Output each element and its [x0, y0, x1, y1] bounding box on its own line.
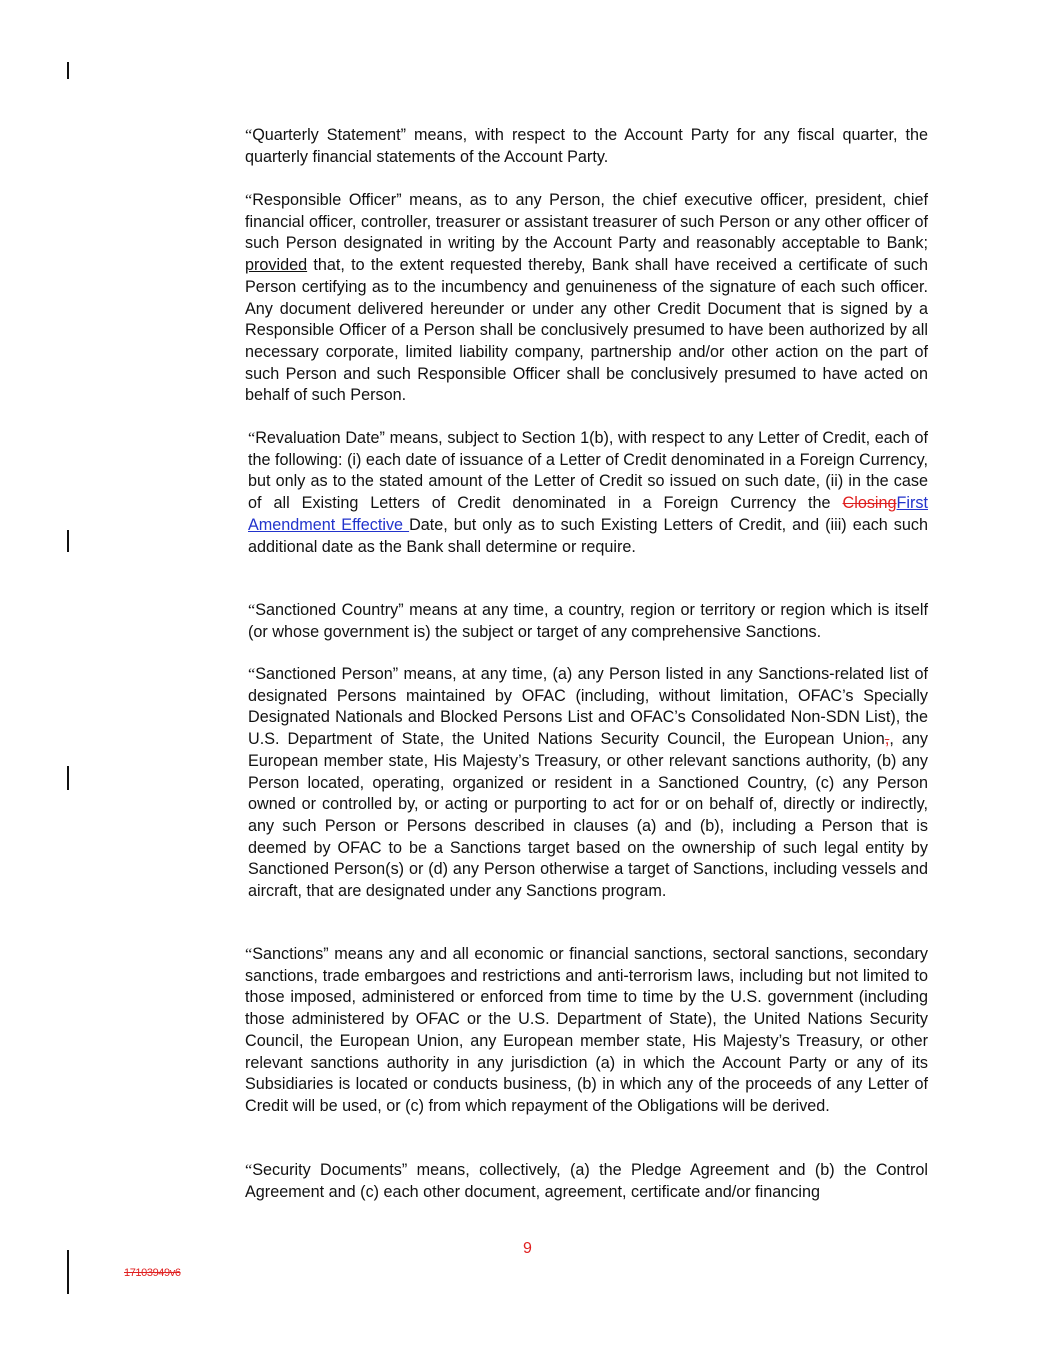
- definition-revaluation-date: [248, 428, 928, 558]
- open-quote: “: [245, 1161, 253, 1179]
- provided-underlined: provided: [245, 256, 308, 275]
- definition-body-continued: Date, but only as to such Existing Letters of Credit, and (iii) each such additional date as the Bank shall determine or require.: [248, 515, 928, 556]
- defined-term: Sanctions: [252, 945, 324, 963]
- inserted-text: First Amendment Effective: [248, 494, 928, 534]
- definition-sanctioned-country: [248, 600, 928, 643]
- open-quote: “: [245, 191, 253, 209]
- defined-term: Sanctioned Country: [255, 601, 399, 619]
- defined-term: Sanctioned Person: [255, 665, 393, 683]
- open-quote: “: [248, 665, 256, 683]
- change-bar: [67, 62, 69, 79]
- deleted-text: Closing: [842, 494, 897, 513]
- deleted-text: ,: [884, 730, 890, 749]
- open-quote: “: [245, 126, 253, 144]
- definition-body: ” means, collectively, (a) the Pledge Agreement and (b) the Control Agreement and (c) each other document, agreement, certificate and/or financing: [245, 1161, 929, 1201]
- definition-responsible-officer: [245, 190, 928, 407]
- defined-term: Revaluation Date: [255, 429, 380, 447]
- definition-sanctioned-person: [248, 664, 928, 903]
- definition-sanctions: [245, 944, 928, 1118]
- definition-body-continued: that, to the extent requested thereby, Bank shall have received a certificate of such Person certifying as to the incumbency and genuineness of the signature of each such officer. Any document delivered hereunder or under any other Credit Document that is signed by a Responsible Officer of a Person shall be conclusively presumed to have been authorized by all necessary corporate, limited liability company, partnership and/or other action on the part of such Person and such Responsible Officer shall be conclusively presumed to have acted on behalf of such Person.: [245, 256, 928, 405]
- defined-term: Security Documents: [252, 1161, 402, 1179]
- change-bar: [67, 766, 69, 790]
- definition-body-continued: , any European member state, His Majesty’s Treasury, or other relevant sanctions authority, (b) any Person located, operating, organized or resident in a Sanctioned Country, (c) any Person owned or controlled by, or acting or purporting to act for or on behalf of, directly or indirectly, any such Person or Persons described in clauses (a) and (b), including a Person that is deemed by OFAC to be a Sanctions target based on the ownership of such legal entity by Sanctioned Person(s) or (d) any Person otherwise a target of Sanctions, including vessels and aircraft, that are designated under any Sanctions program.: [248, 730, 928, 901]
- open-quote: “: [248, 429, 256, 447]
- definition-body: ” means, with respect to the Account Party for any fiscal quarter, the quarterly financial statements of the Account Party.: [245, 126, 928, 166]
- definition-security-documents: [245, 1160, 928, 1203]
- definition-body: ” means, subject to Section 1(b), with respect to any Letter of Credit, each of the following: (i) each date of issuance of a Letter of Credit denominated in a Foreign Currency, but only as to the stated amount of the Letter of Credit so issued on such date, (ii) in the case of all Existing Letters of Credit denominated in a Foreign Currency the: [248, 429, 928, 513]
- definition-body: ” means, as to any Person, the chief executive officer, president, chief financial officer, controller, treasurer or assistant treasurer of such Person or any other officer of such Person designated in writing by the Account Party and reasonably acceptable to Bank;: [245, 191, 928, 253]
- definition-body: ” means at any time, a country, region or territory or region which is itself (or whose government is) the subject or target of any comprehensive Sanctions.: [248, 601, 928, 641]
- definition-quarterly-statement: [245, 125, 928, 168]
- page-number: 9: [523, 1240, 532, 1257]
- defined-term: Responsible Officer: [252, 191, 397, 209]
- defined-term: Quarterly Statement: [252, 126, 401, 144]
- open-quote: “: [245, 945, 253, 963]
- open-quote: “: [248, 601, 256, 619]
- definition-body: ” means, at any time, (a) any Person listed in any Sanctions-related list of designated Persons maintained by OFAC (including, without limitation, OFAC’s Specially Designated Nationals and Blocked Persons List and OFAC’s Consolidated Non-SDN List), the U.S. Department of State, the United Nations Security Council, the European Union: [248, 665, 928, 749]
- document-id: 17103949v6: [124, 1267, 181, 1279]
- change-bar: [67, 530, 69, 552]
- definition-body: ” means any and all economic or financial sanctions, sectoral sanctions, secondary sanctions, trade embargoes and restrictions and anti-terrorism laws, including but not limited to those imposed, administered or enforced from time to time by the U.S. government (including those administered by OFAC or the U.S. Department of State), the United Nations Security Council, the European Union, any European member state, His Majesty’s Treasury, or other relevant sanctions authority in any jurisdiction (a) in which the Account Party or any of its Subsidiaries is located or conducts business, (b) in which any of the proceeds of any Letter of Credit will be used, or (c) from which repayment of the Obligations will be derived.: [245, 945, 928, 1115]
